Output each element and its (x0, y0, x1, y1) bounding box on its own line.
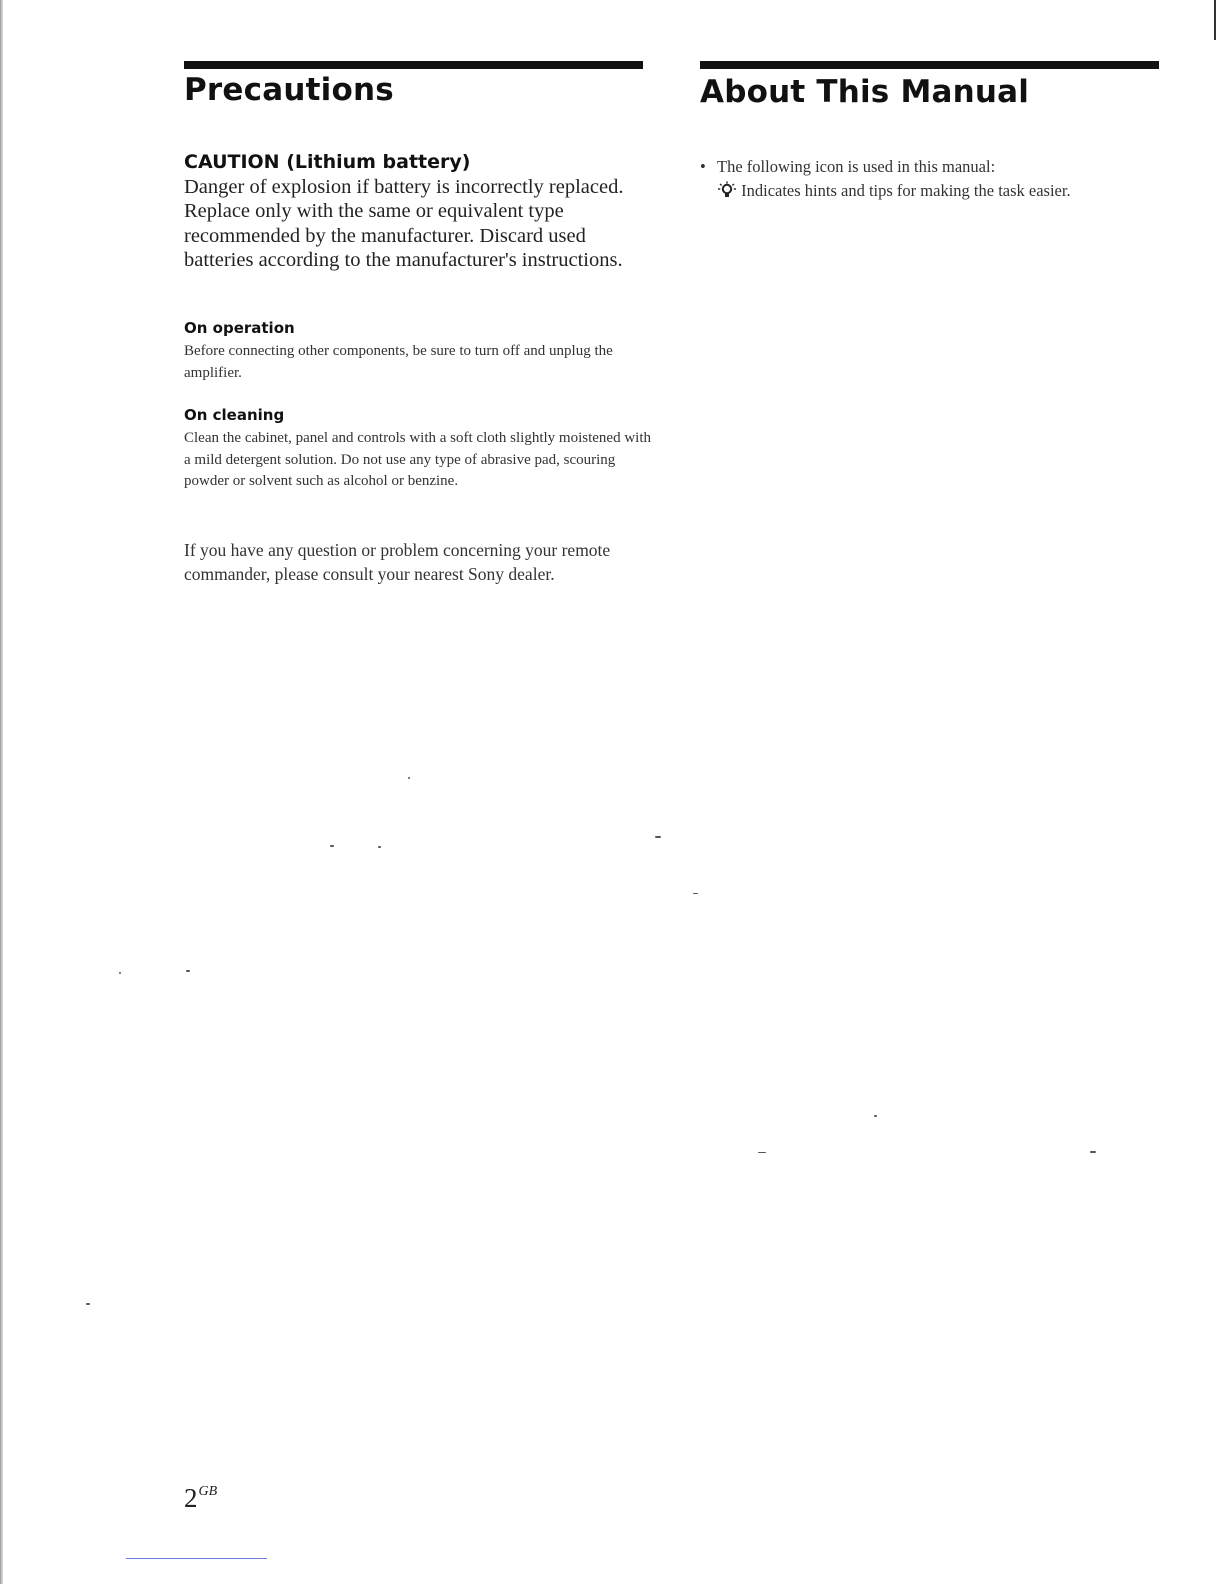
hint-text: Indicates hints and tips for making the task easier. (741, 181, 1071, 200)
about-list (700, 155, 1170, 203)
caution-heading: CAUTION (Lithium battery) (184, 151, 471, 173)
scan-speck (693, 893, 698, 894)
scan-speck (378, 846, 381, 848)
scan-speck (874, 1115, 877, 1117)
scan-speck (655, 836, 661, 838)
operation-text: Before connecting other components, be sure to turn off and unplug the amplifier. (184, 343, 613, 381)
contact-text: If you have any question or problem concerning your remote commander, please consult your nearest Sony dealer. (184, 540, 611, 584)
scan-speck (186, 970, 190, 972)
page-number-suffix: GB (198, 1484, 218, 1499)
caution-text: Danger of explosion if battery is incorrectly replaced. Replace only with the same or equivalent type recommended by the manufacturer. Discard used batteries according to the manufacturer's instructions. (184, 176, 624, 272)
list-item (700, 179, 1170, 203)
scan-speck (1090, 1151, 1096, 1153)
bullet-icon: • (700, 157, 706, 176)
precautions-title: Precautions (184, 72, 394, 108)
page-number-value: 2 (184, 1483, 198, 1513)
cleaning-text: Clean the cabinet, panel and controls with a soft cloth slightly moistened with a mild detergent solution. Do not use any type of abrasive pad, scouring powder or solvent such as alcohol or benzine. (184, 430, 651, 489)
scan-speck (758, 1152, 766, 1153)
bottom-edge-line (126, 1558, 267, 1559)
page-number (184, 1483, 217, 1514)
list-item (700, 155, 1170, 179)
section-rule-precautions (184, 61, 643, 69)
scan-edge-left (0, 0, 3, 1584)
scan-speck (119, 972, 121, 974)
scan-speck (330, 845, 334, 847)
about-title: About This Manual (700, 74, 1030, 110)
scan-speck (86, 1303, 90, 1305)
scan-edge-right (1214, 0, 1216, 40)
scan-speck (408, 777, 410, 779)
lightbulb-icon (717, 181, 737, 199)
operation-heading: On operation (184, 319, 295, 337)
bullet-text: The following icon is used in this manual: (717, 157, 996, 176)
section-rule-about (700, 61, 1159, 69)
cleaning-heading: On cleaning (184, 406, 285, 424)
